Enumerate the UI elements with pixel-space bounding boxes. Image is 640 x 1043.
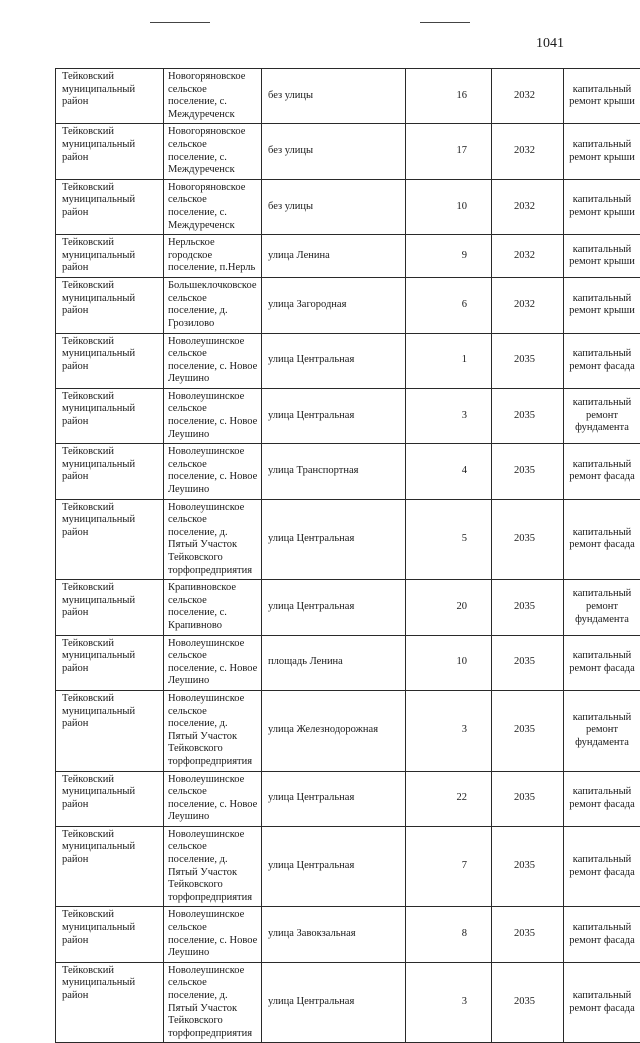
year-cell: 2035 [492,962,564,1043]
year-cell: 2035 [492,826,564,907]
district-cell: Тейковский муниципальный район [56,235,164,278]
settlement-cell: Новолеушинское сельское поселение, д. Пятый Участок Тейковского торфопредприятия [164,962,262,1043]
settlement-cell: Нерльское городское поселение, п.Нерль [164,235,262,278]
district-cell: Тейковский муниципальный район [56,635,164,690]
house-number-cell: 3 [406,388,492,443]
house-number-cell: 4 [406,444,492,499]
year-cell: 2035 [492,771,564,826]
work-type-cell: капитальный ремонт крыши [564,179,640,234]
year-cell: 2035 [492,499,564,580]
table-row [56,690,640,771]
year-cell: 2035 [492,690,564,771]
work-type-cell: капитальный ремонт фасада [564,499,640,580]
table-row [56,69,640,124]
table-row [56,278,640,333]
district-cell: Тейковский муниципальный район [56,580,164,635]
district-cell: Тейковский муниципальный район [56,388,164,443]
street-cell: улица Центральная [262,771,406,826]
house-number-cell: 3 [406,690,492,771]
house-number-cell: 7 [406,826,492,907]
district-cell: Тейковский муниципальный район [56,907,164,962]
settlement-cell: Новолеушинское сельское поселение, д. Пятый Участок Тейковского торфопредприятия [164,690,262,771]
year-cell: 2035 [492,580,564,635]
table-row [56,235,640,278]
house-number-cell: 9 [406,235,492,278]
housing-repair-table [55,68,640,1043]
table-row [56,826,640,907]
house-number-cell: 16 [406,69,492,124]
year-cell: 2035 [492,333,564,388]
work-type-cell: капитальный ремонт фундамента [564,690,640,771]
street-cell: без улицы [262,69,406,124]
street-cell: улица Центральная [262,499,406,580]
work-type-cell: капитальный ремонт фасада [564,962,640,1043]
page-number: 1041 [536,36,564,52]
district-cell: Тейковский муниципальный район [56,444,164,499]
settlement-cell: Новолеушинское сельское поселение, д. Пятый Участок Тейковского торфопредприятия [164,499,262,580]
work-type-cell: капитальный ремонт крыши [564,69,640,124]
work-type-cell: капитальный ремонт фундамента [564,580,640,635]
work-type-cell: капитальный ремонт фасада [564,771,640,826]
work-type-cell: капитальный ремонт фасада [564,907,640,962]
scan-mark [420,22,470,23]
street-cell: площадь Ленина [262,635,406,690]
house-number-cell: 22 [406,771,492,826]
year-cell: 2032 [492,278,564,333]
settlement-cell: Новолеушинское сельское поселение, д. Пятый Участок Тейковского торфопредприятия [164,826,262,907]
street-cell: улица Железнодорожная [262,690,406,771]
settlement-cell: Новолеушинское сельское поселение, с. Новое Леушино [164,444,262,499]
house-number-cell: 20 [406,580,492,635]
house-number-cell: 6 [406,278,492,333]
table-row [56,962,640,1043]
street-cell: улица Транспортная [262,444,406,499]
district-cell: Тейковский муниципальный район [56,771,164,826]
district-cell: Тейковский муниципальный район [56,69,164,124]
settlement-cell: Большеклочковское сельское поселение, д. Грозилово [164,278,262,333]
year-cell: 2035 [492,388,564,443]
year-cell: 2032 [492,124,564,179]
house-number-cell: 5 [406,499,492,580]
street-cell: улица Центральная [262,580,406,635]
year-cell: 2032 [492,235,564,278]
house-number-cell: 10 [406,179,492,234]
house-number-cell: 3 [406,962,492,1043]
street-cell: улица Загородная [262,278,406,333]
table-row [56,388,640,443]
settlement-cell: Новогоряновское сельское поселение, с. Междуреченск [164,179,262,234]
district-cell: Тейковский муниципальный район [56,499,164,580]
year-cell: 2035 [492,444,564,499]
settlement-cell: Новолеушинское сельское поселение, с. Новое Леушино [164,388,262,443]
street-cell: улица Центральная [262,333,406,388]
settlement-cell: Новогоряновское сельское поселение, с. Междуреченск [164,124,262,179]
district-cell: Тейковский муниципальный район [56,179,164,234]
table-row [56,771,640,826]
work-type-cell: капитальный ремонт фасада [564,333,640,388]
table-row [56,444,640,499]
street-cell: улица Центральная [262,962,406,1043]
table-row [56,179,640,234]
settlement-cell: Новолеушинское сельское поселение, с. Новое Леушино [164,907,262,962]
street-cell: улица Ленина [262,235,406,278]
settlement-cell: Новолеушинское сельское поселение, с. Новое Леушино [164,771,262,826]
district-cell: Тейковский муниципальный район [56,333,164,388]
year-cell: 2032 [492,179,564,234]
year-cell: 2032 [492,69,564,124]
work-type-cell: капитальный ремонт крыши [564,124,640,179]
street-cell: без улицы [262,179,406,234]
work-type-cell: капитальный ремонт фасада [564,444,640,499]
settlement-cell: Новогоряновское сельское поселение, с. Междуреченск [164,69,262,124]
table-row [56,635,640,690]
work-type-cell: капитальный ремонт фасада [564,635,640,690]
year-cell: 2035 [492,635,564,690]
year-cell: 2035 [492,907,564,962]
work-type-cell: капитальный ремонт фасада [564,826,640,907]
work-type-cell: капитальный ремонт крыши [564,235,640,278]
settlement-cell: Новолеушинское сельское поселение, с. Новое Леушино [164,333,262,388]
house-number-cell: 10 [406,635,492,690]
table-row [56,580,640,635]
street-cell: улица Завокзальная [262,907,406,962]
table-row [56,499,640,580]
table-row [56,124,640,179]
work-type-cell: капитальный ремонт крыши [564,278,640,333]
house-number-cell: 8 [406,907,492,962]
district-cell: Тейковский муниципальный район [56,690,164,771]
district-cell: Тейковский муниципальный район [56,124,164,179]
street-cell: улица Центральная [262,388,406,443]
street-cell: улица Центральная [262,826,406,907]
district-cell: Тейковский муниципальный район [56,278,164,333]
district-cell: Тейковский муниципальный район [56,826,164,907]
work-type-cell: капитальный ремонт фундамента [564,388,640,443]
table-row [56,907,640,962]
house-number-cell: 17 [406,124,492,179]
settlement-cell: Крапивновское сельское поселение, с. Крапивново [164,580,262,635]
house-number-cell: 1 [406,333,492,388]
settlement-cell: Новолеушинское сельское поселение, с. Новое Леушино [164,635,262,690]
scan-mark [150,22,210,23]
district-cell: Тейковский муниципальный район [56,962,164,1043]
table-row [56,333,640,388]
street-cell: без улицы [262,124,406,179]
